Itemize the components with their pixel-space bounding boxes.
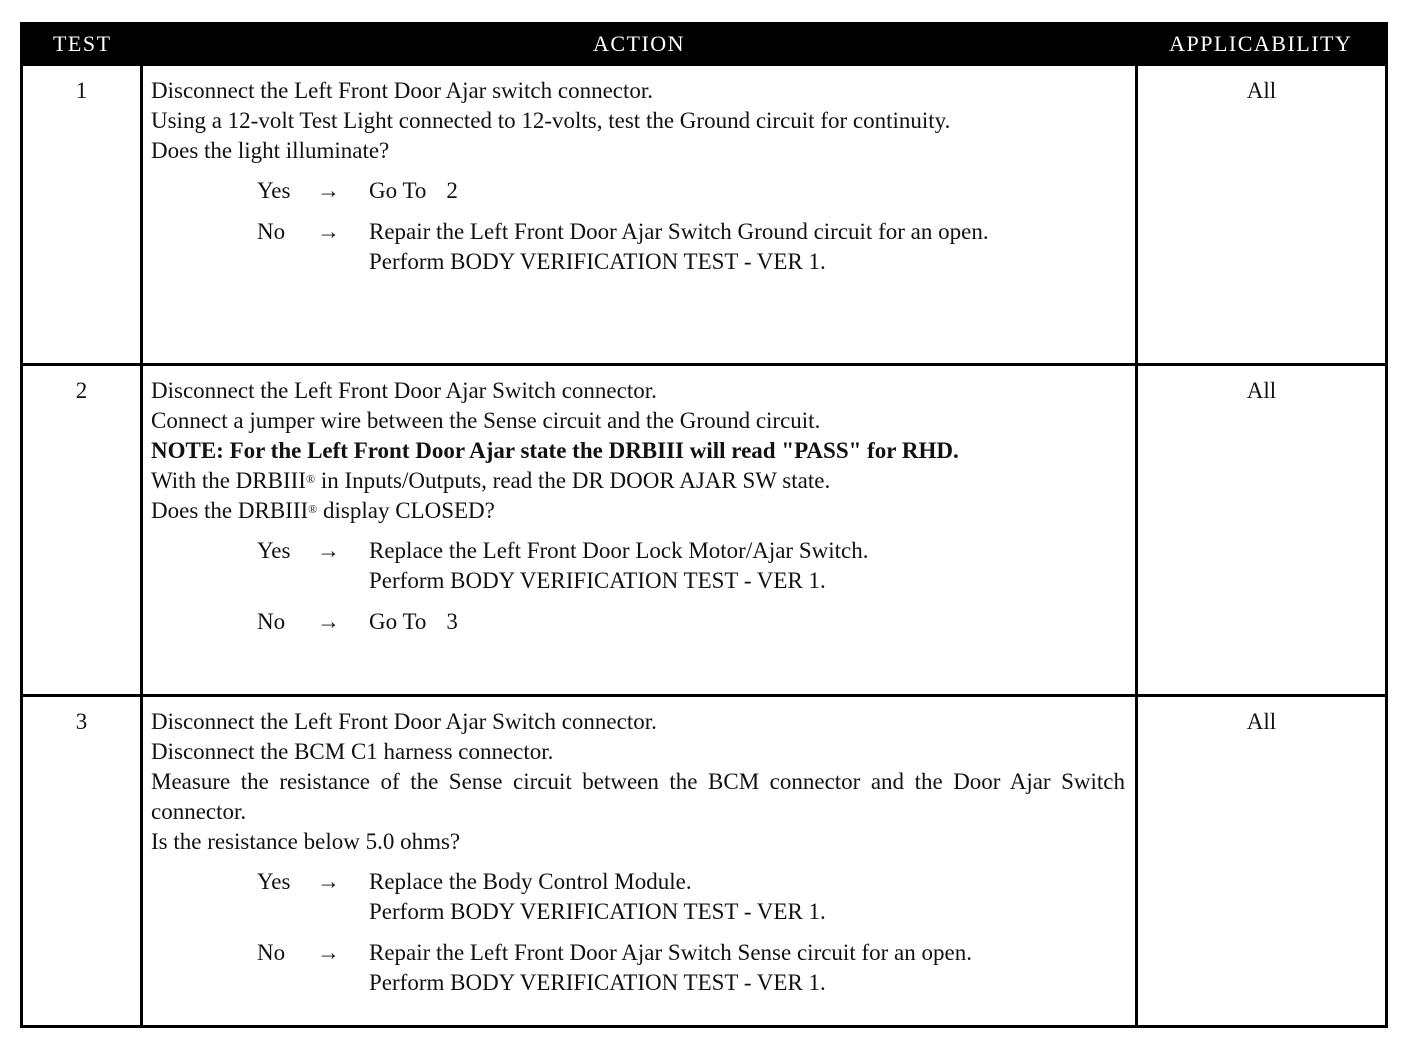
action-cell [142,696,1137,1027]
note-text: NOTE: For the Left Front Door Ajar state the DRBIII will read "PASS" for RHD. [151,438,959,463]
step-question: Does the light illuminate? [151,138,390,163]
arrow-icon: → [317,219,340,244]
outcome-text: Replace the Left Front Door Lock Motor/Ajar Switch. [369,538,869,563]
table-row [22,365,1387,696]
step-text: Disconnect the Left Front Door Ajar Switch connector. [151,709,657,734]
outcomes [151,536,1125,637]
step-text: Connect a jumper wire between the Sense circuit and the Ground circuit. [151,408,821,433]
arrow-icon: → [317,609,340,634]
arrow-icon: → [317,940,340,965]
action-cell [142,65,1137,365]
outcome-text: Replace the Body Control Module. [369,869,692,894]
outcomes [151,867,1125,998]
yes-label: Yes [257,869,291,894]
arrow-icon: → [317,178,340,203]
step-text: Disconnect the Left Front Door Ajar switch connector. [151,78,654,103]
outcome-text: Repair the Left Front Door Ajar Switch Ground circuit for an open. [369,219,989,244]
no-label: No [257,219,286,244]
arrow-icon: → [317,538,340,563]
header-test: TEST [22,24,142,65]
step-question: Does the DRBIII® display CLOSED? [151,498,495,523]
table-row [22,696,1387,1027]
yes-label: Yes [257,538,291,563]
registered-mark: ® [305,472,316,486]
test-number: 2 [22,365,142,696]
step-text: With the DRBIII® in Inputs/Outputs, read the DR DOOR AJAR SW state. [151,468,831,493]
table-row [22,65,1387,365]
arrow-icon: → [317,869,340,894]
header-action: ACTION [142,24,1137,65]
header-applicability: APPLICABILITY [1137,24,1387,65]
outcome-text: Perform BODY VERIFICATION TEST - VER 1. [369,568,826,593]
outcome-yes [151,867,1125,927]
outcome-text: Perform BODY VERIFICATION TEST - VER 1. [369,970,826,995]
outcome-no [151,938,1125,998]
applicability-value: All [1137,696,1387,1027]
applicability-value: All [1137,65,1387,365]
step-text: Disconnect the Left Front Door Ajar Switch connector. [151,378,657,403]
registered-mark: ® [308,502,318,516]
step-question: Is the resistance below 5.0 ohms? [151,829,461,854]
outcomes [151,176,1125,277]
step-text: Measure the resistance of the Sense circuit between the BCM connector and the Door Ajar Switch connector. [151,769,1125,824]
table-header-row [22,24,1387,65]
goto-number[interactable]: 3 [446,609,458,634]
no-label: No [257,609,286,634]
step-text: Using a 12-volt Test Light connected to 12-volts, test the Ground circuit for continuity. [151,108,951,133]
outcome-yes [151,536,1125,596]
yes-label: Yes [257,178,291,203]
diagnostic-test-table [20,22,1388,1028]
outcome-yes [151,176,1125,206]
step-text: Disconnect the BCM C1 harness connector. [151,739,554,764]
applicability-value: All [1137,365,1387,696]
goto-link[interactable]: Go To [369,609,427,634]
outcome-text: Perform BODY VERIFICATION TEST - VER 1. [369,899,826,924]
action-cell [142,365,1137,696]
outcome-text: Repair the Left Front Door Ajar Switch Sense circuit for an open. [369,940,972,965]
goto-link[interactable]: Go To [369,178,427,203]
test-number: 1 [22,65,142,365]
outcome-no [151,607,1125,637]
no-label: No [257,940,286,965]
outcome-text: Perform BODY VERIFICATION TEST - VER 1. [369,249,826,274]
outcome-no [151,217,1125,277]
test-number: 3 [22,696,142,1027]
goto-number[interactable]: 2 [446,178,458,203]
